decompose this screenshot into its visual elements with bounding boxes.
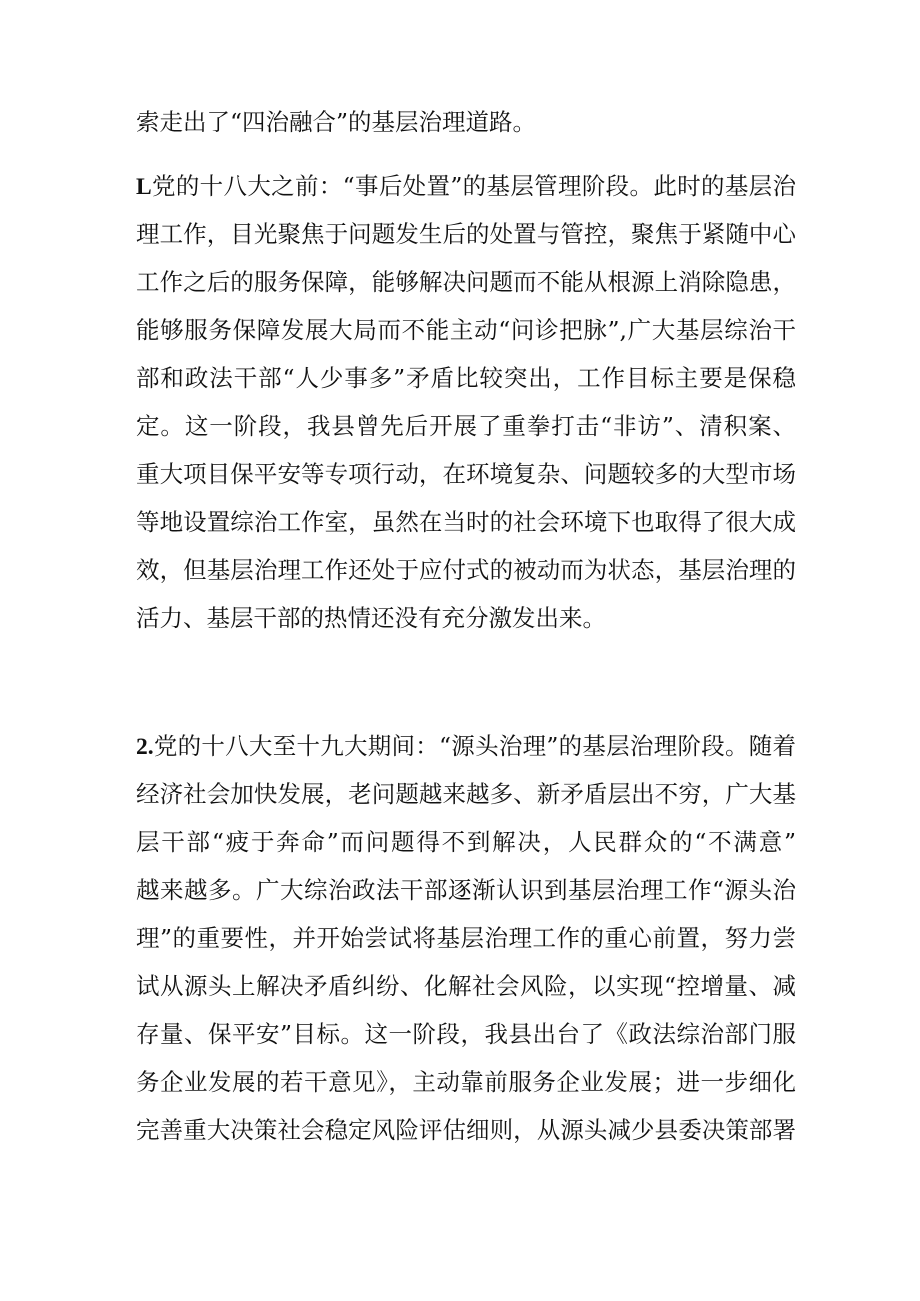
section-2-line-3: 层干部“疲于奔命”而问题得不到解决，人民群众的“不满意” — [136, 828, 796, 856]
section-2-line-9: 完善重大决策社会稳定风险评估细则，从源头减少县委决策部署 — [136, 1116, 796, 1144]
section-2-line-7: 存量、保平安”目标。这一阶段，我县出台了《政法综治部门服 — [136, 1020, 796, 1048]
section-2-line-1: 2.党的十八大至十九大期间：“源头治理”的基层治理阶段。随着 — [136, 732, 796, 760]
section-2-line-5: 理”的重要性，并开始尝试将基层治理工作的重心前置，努力尝 — [136, 924, 796, 952]
section-1-line-8: 等地设置综治工作室，虽然在当时的社会环境下也取得了很大成 — [136, 508, 796, 536]
section-1-line-1: L党的十八大之前：“事后处置”的基层管理阶段。此时的基层治 — [136, 172, 796, 200]
section-2-line-8: 务企业发展的若干意见》，主动靠前服务企业发展；进一步细化 — [136, 1068, 796, 1096]
section-1-line-9: 效，但基层治理工作还处于应付式的被动而为状态，基层治理的 — [136, 556, 796, 584]
section-1-line-6: 定。这一阶段，我县曾先后开展了重拳打击“非访”、清积案、 — [136, 412, 796, 440]
section-2-number: 2. — [136, 734, 154, 760]
section-1-line-2: 理工作，目光聚焦于问题发生后的处置与管控，聚焦于紧随中心 — [136, 220, 796, 248]
section-2-line-4: 越来越多。广大综治政法干部逐渐认识到基层治理工作“源头治 — [136, 876, 796, 904]
section-1-line-7: 重大项目保平安等专项行动，在环境复杂、问题较多的大型市场 — [136, 460, 796, 488]
section-1-line-5: 部和政法干部“人少事多”矛盾比较突出，工作目标主要是保稳 — [136, 364, 796, 392]
section-2-line-6: 试从源头上解决矛盾纠纷、化解社会风险，以实现“控增量、减 — [136, 972, 796, 1000]
section-1-line-3: 工作之后的服务保障，能够解决问题而不能从根源上消除隐患， — [136, 268, 796, 296]
section-1-number: L — [136, 174, 152, 200]
section-1-line-10: 活力、基层干部的热情还没有充分激发出来。 — [136, 604, 606, 632]
section-1-line-4: 能够服务保障发展大局而不能主动“问诊把脉”,广大基层综治干 — [136, 316, 796, 344]
paragraph-intro-line: 索走出了“四治融合”的基层治理道路。 — [136, 108, 537, 136]
section-2-line-2: 经济社会加快发展，老问题越来越多、新矛盾层出不穷，广大基 — [136, 780, 796, 808]
